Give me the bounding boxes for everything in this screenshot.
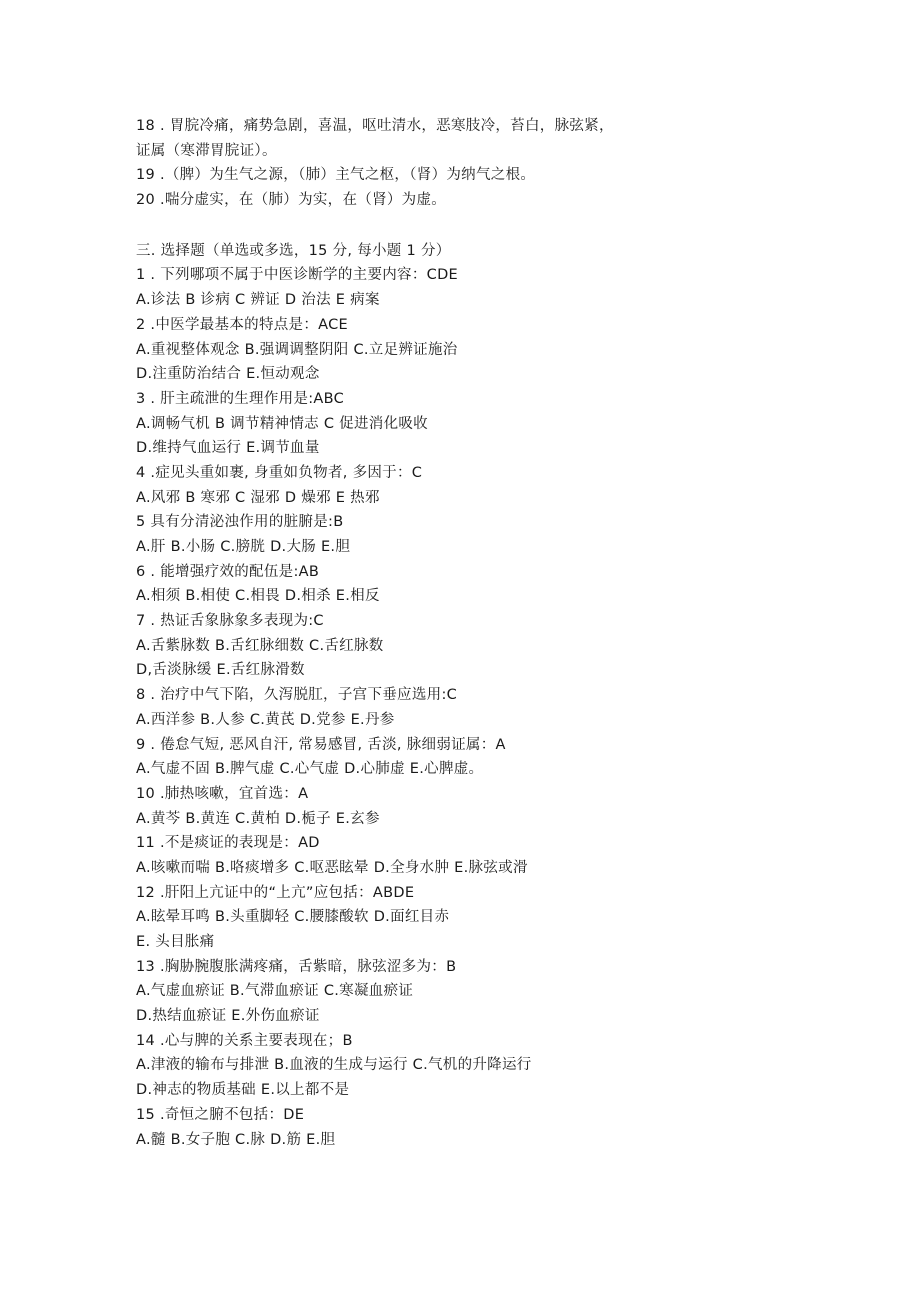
option-line: A.黄芩 B.黄连 C.黄柏 D.栀子 E.玄参 [136,810,380,827]
question-line: 4 .症见头重如裹, 身重如负物者, 多因于：C [136,464,423,481]
text-line: 证属（寒滞胃脘证）。 [136,142,277,159]
option-line: D,舌淡脉缓 E.舌红脉滑数 [136,662,305,679]
question-line: 3 . 肝主疏泄的生理作用是:ABC [136,390,345,407]
question-line: 1 . 下列哪项不属于中医诊断学的主要内容：CDE [136,267,459,284]
question-line: 8 . 治疗中气下陷，久泻脱肛，子宫下垂应选用:C [136,687,458,704]
question-line: 5 具有分清泌浊作用的脏腑是:B [136,514,344,531]
question-line: 7 . 热证舌象脉象多表现为:C [136,613,324,630]
option-line: E. 头目胀痛 [136,934,215,950]
option-line: A.风邪 B 寒邪 C 湿邪 D 燥邪 E 热邪 [136,489,380,506]
option-line: A.气虚不固 B.脾气虚 C.心气虚 D.心肺虚 E.心脾虚。 [136,761,484,778]
option-line: A.重视整体观念 B.强调调整阴阳 C.立足辨证施治 [136,341,458,358]
question-line: 10 .肺热咳嗽，宜首选：A [136,785,309,802]
option-line: A.舌紫脉数 B.舌红脉细数 C.舌红脉数 [136,637,384,654]
text-line: 18 . 胃脘冷痛，痛势急剧，喜温，呕吐清水，恶寒肢冷，苔白，脉弦紧， [136,118,614,134]
option-line: A.调畅气机 B 调节精神情志 C 促进消化吸收 [136,415,428,432]
option-line: A.气虚血瘀证 B.气滞血瘀证 C.寒凝血瘀证 [136,983,414,1000]
section-spacer [136,213,836,239]
option-line: A.津液的输布与排泄 B.血液的生成与运行 C.气机的升降运行 [136,1057,532,1074]
question-line: 12 .肝阳上亢证中的“上亢”应包括：ABDE [136,884,415,901]
option-line: D.热结血瘀证 E.外伤血瘀证 [136,1008,320,1025]
option-line: A.咳嗽而喘 B.咯痰增多 C.呕恶眩晕 D.全身水肿 E.脉弦或滑 [136,859,528,876]
text-line: 19 .（脾）为生气之源，（肺）主气之枢，（肾）为纳气之根。 [136,167,536,184]
question-line: 11 .不是痰证的表现是：AD [136,835,320,852]
option-line: A.相须 B.相使 C.相畏 D.相杀 E.相反 [136,588,380,605]
text-line: 20 .喘分虚实，在（肺）为实，在（肾）为虚。 [136,192,447,209]
option-line: D.注重防治结合 E.恒动观念 [136,366,320,383]
question-line: 13 .胸胁腕腹胀满疼痛，舌紫暗，脉弦涩多为：B [136,958,457,975]
question-list [136,263,836,1152]
document-content [136,114,836,1152]
section-heading: 三. 选择题（单选或多选，15 分, 每小题 1 分） [136,242,451,259]
option-line: A.肝 B.小肠 C.膀胱 D.大肠 E.胆 [136,539,351,555]
option-line: A.髓 B.女子胞 C.脉 D.筋 E.胆 [136,1131,336,1148]
question-line: 9 . 倦怠气短, 恶风自汗, 常易感冒, 舌淡, 脉细弱证属：A [136,736,506,753]
question-line: 6 . 能增强疗效的配伍是:AB [136,563,320,580]
question-line: 14 .心与脾的关系主要表现在；B [136,1032,353,1049]
option-line: A.眩晕耳鸣 B.头重脚轻 C.腰膝酸软 D.面红目赤 [136,909,450,926]
option-line: A.西洋参 B.人参 C.黄芪 D.党参 E.丹参 [136,711,395,728]
option-line: D.维持气血运行 E.调节血量 [136,440,320,457]
question-line: 2 .中医学最基本的特点是：ACE [136,316,348,333]
option-line: A.诊法 B 诊病 C 辨证 D 治法 E 病案 [136,292,380,309]
question-line: 15 .奇恒之腑不包括：DE [136,1106,305,1123]
option-line: D.神志的物质基础 E.以上都不是 [136,1082,350,1099]
